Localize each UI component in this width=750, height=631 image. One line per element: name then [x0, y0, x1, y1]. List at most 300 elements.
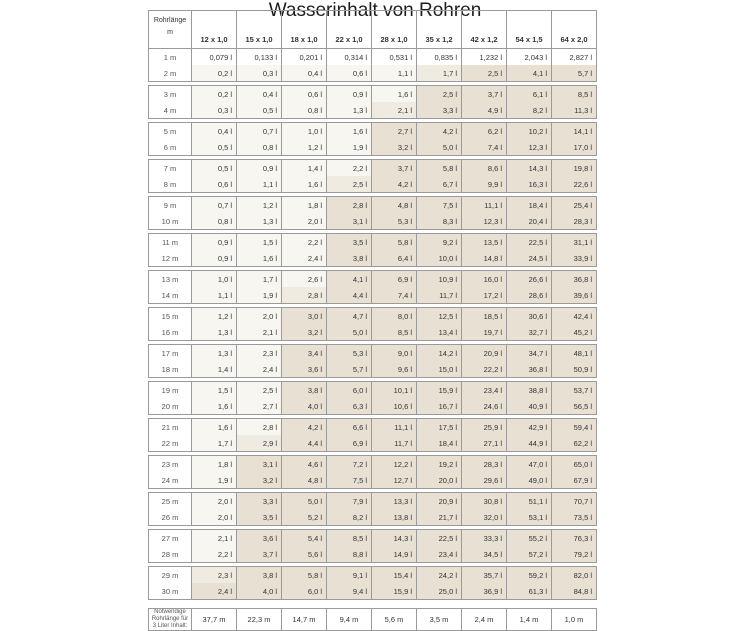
value-cell — [327, 123, 372, 140]
value-text: 48,1 l — [573, 348, 592, 358]
value-text: 1,2 l — [307, 142, 322, 152]
value-cell — [327, 160, 372, 177]
value-text: 25,4 l — [573, 200, 592, 210]
value-cell — [237, 382, 282, 399]
value-cell — [192, 139, 237, 156]
value-text: 1,6 l — [262, 253, 277, 263]
value-cell — [192, 324, 237, 341]
value-cell — [237, 102, 282, 119]
value-cell — [507, 583, 552, 600]
value-text: 24,5 l — [528, 253, 547, 263]
value-cell — [372, 308, 417, 325]
value-text: 1,6 l — [217, 401, 232, 411]
value-cell — [507, 382, 552, 399]
value-text: 0,9 l — [262, 163, 277, 173]
value-cell — [192, 456, 237, 473]
value-text: 7,4 l — [487, 142, 502, 152]
value-text: 1,6 l — [397, 89, 412, 99]
length-cell: 13 m — [149, 271, 192, 288]
value-text: 4,4 l — [307, 438, 322, 448]
value-text: 6,2 l — [487, 126, 502, 136]
value-text: 3,4 l — [307, 348, 322, 358]
value-cell — [372, 271, 417, 288]
value-text: 3,2 l — [307, 327, 322, 337]
value-text: 8,5 l — [352, 533, 367, 543]
table-row — [149, 345, 597, 362]
value-text: 3,7 l — [397, 163, 412, 173]
value-cell — [462, 234, 507, 251]
value-cell — [282, 567, 327, 584]
value-cell — [507, 49, 552, 66]
value-text: 51,1 l — [528, 496, 547, 506]
footer-value-cell — [417, 609, 462, 631]
value-cell — [237, 361, 282, 378]
value-text: 0,5 l — [217, 163, 232, 173]
value-text: 25,9 l — [483, 422, 502, 432]
value-cell — [417, 324, 462, 341]
value-text: 33,9 l — [573, 253, 592, 263]
value-cell — [552, 509, 597, 526]
value-text: 13,3 l — [393, 496, 412, 506]
value-text: 12,3 l — [483, 216, 502, 226]
value-text: 3,1 l — [352, 216, 367, 226]
value-text: 0,4 l — [217, 126, 232, 136]
value-text: 45,2 l — [573, 327, 592, 337]
value-cell — [417, 419, 462, 436]
value-cell — [462, 213, 507, 230]
length-cell: 2 m — [149, 65, 192, 82]
value-cell — [462, 509, 507, 526]
value-text: 2,5 l — [262, 385, 277, 395]
value-text: 30,6 l — [528, 311, 547, 321]
length-cell: 1 m — [149, 49, 192, 66]
value-text: 10,0 l — [438, 253, 457, 263]
value-cell — [462, 345, 507, 362]
footer-value-text: 1,0 m — [564, 615, 584, 624]
value-text: 33,3 l — [483, 533, 502, 543]
value-cell — [327, 65, 372, 82]
value-text: 4,2 l — [397, 179, 412, 189]
value-text: 36,8 l — [573, 274, 592, 284]
table-row — [149, 123, 597, 140]
length-cell: 27 m — [149, 530, 192, 547]
value-cell — [192, 345, 237, 362]
value-cell — [327, 102, 372, 119]
value-cell — [462, 86, 507, 103]
value-cell — [372, 530, 417, 547]
value-cell — [507, 435, 552, 452]
value-text: 24,2 l — [438, 570, 457, 580]
column-header: 54 x 1,5 — [507, 11, 552, 49]
value-cell — [237, 435, 282, 452]
value-text: 13,5 l — [483, 237, 502, 247]
value-cell — [282, 382, 327, 399]
value-text: 22,5 l — [528, 237, 547, 247]
value-text: 35,7 l — [483, 570, 502, 580]
value-cell — [417, 65, 462, 82]
value-text: 13,8 l — [393, 512, 412, 522]
value-cell — [552, 472, 597, 489]
value-text: 7,9 l — [352, 496, 367, 506]
page-title: Wasserinhalt von Rohren — [268, 0, 482, 21]
value-cell — [282, 345, 327, 362]
value-text: 65,0 l — [573, 459, 592, 469]
value-cell — [372, 250, 417, 267]
value-text: 2,043 l — [524, 52, 547, 62]
value-text: 10,2 l — [528, 126, 547, 136]
value-text: 19,7 l — [483, 327, 502, 337]
value-cell — [462, 287, 507, 304]
value-text: 0,8 l — [307, 105, 322, 115]
value-text: 17,5 l — [438, 422, 457, 432]
value-cell — [507, 271, 552, 288]
column-header: 15 x 1,0 — [237, 11, 282, 49]
gap-cell — [237, 600, 282, 609]
length-cell: 28 m — [149, 546, 192, 563]
value-cell — [237, 509, 282, 526]
value-cell — [237, 472, 282, 489]
value-cell — [282, 456, 327, 473]
value-text: 3,1 l — [262, 459, 277, 469]
value-cell — [327, 361, 372, 378]
value-cell — [327, 308, 372, 325]
value-text: 1,5 l — [217, 385, 232, 395]
value-text: 4,9 l — [487, 105, 502, 115]
value-cell — [462, 102, 507, 119]
value-text: 38,8 l — [528, 385, 547, 395]
value-text: 31,1 l — [573, 237, 592, 247]
length-cell: 25 m — [149, 493, 192, 510]
value-cell — [507, 287, 552, 304]
value-cell — [192, 308, 237, 325]
value-cell — [327, 287, 372, 304]
value-cell — [372, 65, 417, 82]
value-cell — [192, 176, 237, 193]
value-cell — [552, 250, 597, 267]
value-text: 0,9 l — [217, 253, 232, 263]
value-text: 7,4 l — [397, 290, 412, 300]
value-text: 44,9 l — [528, 438, 547, 448]
table-row — [149, 546, 597, 563]
value-cell — [192, 567, 237, 584]
footer-value-text: 2,4 m — [474, 615, 494, 624]
value-cell — [417, 530, 462, 547]
value-cell — [462, 123, 507, 140]
value-cell — [192, 271, 237, 288]
table-row — [149, 160, 597, 177]
value-cell — [327, 324, 372, 341]
value-cell — [237, 271, 282, 288]
value-cell — [507, 139, 552, 156]
value-cell — [282, 176, 327, 193]
value-text: 5,8 l — [442, 163, 457, 173]
value-text: 26,6 l — [528, 274, 547, 284]
value-cell — [417, 86, 462, 103]
length-cell: 14 m — [149, 287, 192, 304]
value-cell — [462, 361, 507, 378]
value-cell — [327, 472, 372, 489]
value-text: 6,4 l — [397, 253, 412, 263]
value-text: 20,0 l — [438, 475, 457, 485]
value-cell — [327, 176, 372, 193]
value-cell — [462, 176, 507, 193]
value-text: 18,4 l — [528, 200, 547, 210]
footer-label-line: Rohrlänge für — [151, 616, 189, 622]
value-cell — [507, 123, 552, 140]
value-text: 36,9 l — [483, 586, 502, 596]
value-cell — [282, 250, 327, 267]
value-text: 8,0 l — [397, 311, 412, 321]
value-cell — [552, 567, 597, 584]
value-text: 0,4 l — [262, 89, 277, 99]
table-row — [149, 271, 597, 288]
value-text: 1,1 l — [397, 68, 412, 78]
value-cell — [237, 234, 282, 251]
value-text: 29,6 l — [483, 475, 502, 485]
value-cell — [327, 456, 372, 473]
value-text: 3,5 l — [262, 512, 277, 522]
length-cell: 11 m — [149, 234, 192, 251]
value-text: 1,6 l — [217, 422, 232, 432]
value-cell — [552, 234, 597, 251]
water-content-table — [148, 10, 597, 631]
footer-value-cell — [327, 609, 372, 631]
value-cell — [192, 213, 237, 230]
value-cell — [282, 530, 327, 547]
value-cell — [237, 123, 282, 140]
value-cell — [417, 176, 462, 193]
value-cell — [237, 493, 282, 510]
value-text: 6,6 l — [352, 422, 367, 432]
value-cell — [192, 382, 237, 399]
value-cell — [507, 65, 552, 82]
value-cell — [552, 546, 597, 563]
value-text: 14,8 l — [483, 253, 502, 263]
column-header: 35 x 1,2 — [417, 11, 462, 49]
value-text: 40,9 l — [528, 401, 547, 411]
value-text: 62,2 l — [573, 438, 592, 448]
value-text: 5,4 l — [307, 533, 322, 543]
value-text: 1,9 l — [352, 142, 367, 152]
value-text: 79,2 l — [573, 549, 592, 559]
value-text: 34,7 l — [528, 348, 547, 358]
value-text: 1,3 l — [352, 105, 367, 115]
value-text: 39,6 l — [573, 290, 592, 300]
value-text: 1,8 l — [217, 459, 232, 469]
value-cell — [372, 139, 417, 156]
table-row — [149, 435, 597, 452]
value-text: 76,3 l — [573, 533, 592, 543]
value-cell — [327, 546, 372, 563]
value-text: 1,1 l — [262, 179, 277, 189]
value-text: 17,0 l — [573, 142, 592, 152]
footer-label-line: 3 Liter Inhalt: — [152, 623, 188, 629]
header-row — [149, 11, 597, 49]
value-cell — [237, 197, 282, 214]
value-text: 6,1 l — [532, 89, 547, 99]
gap-cell — [327, 600, 372, 609]
value-text: 0,079 l — [209, 52, 232, 62]
footer-value-cell — [372, 609, 417, 631]
table-row — [149, 456, 597, 473]
value-text: 3,0 l — [307, 311, 322, 321]
value-cell — [282, 123, 327, 140]
value-text: 16,0 l — [483, 274, 502, 284]
value-cell — [372, 435, 417, 452]
value-text: 1,2 l — [262, 200, 277, 210]
value-text: 55,2 l — [528, 533, 547, 543]
value-text: 1,6 l — [352, 126, 367, 136]
value-text: 3,3 l — [262, 496, 277, 506]
value-cell — [192, 361, 237, 378]
value-text: 2,6 l — [307, 274, 322, 284]
value-text: 4,0 l — [262, 586, 277, 596]
value-cell — [417, 123, 462, 140]
footer-row — [149, 609, 597, 631]
length-cell: 3 m — [149, 86, 192, 103]
value-text: 0,3 l — [262, 68, 277, 78]
value-cell — [462, 382, 507, 399]
value-cell — [507, 176, 552, 193]
value-text: 0,6 l — [217, 179, 232, 189]
value-text: 59,2 l — [528, 570, 547, 580]
value-cell — [192, 419, 237, 436]
value-cell — [372, 176, 417, 193]
value-cell — [552, 345, 597, 362]
length-cell: 23 m — [149, 456, 192, 473]
value-cell — [192, 472, 237, 489]
value-text: 9,4 l — [352, 586, 367, 596]
value-cell — [327, 197, 372, 214]
value-cell — [417, 472, 462, 489]
value-cell — [552, 213, 597, 230]
value-text: 0,6 l — [352, 68, 367, 78]
value-text: 7,5 l — [352, 475, 367, 485]
table-row — [149, 361, 597, 378]
value-cell — [327, 509, 372, 526]
value-cell — [552, 308, 597, 325]
value-text: 15,9 l — [438, 385, 457, 395]
value-cell — [282, 308, 327, 325]
gap-cell — [372, 600, 417, 609]
value-cell — [372, 345, 417, 362]
value-text: 15,0 l — [438, 364, 457, 374]
table-row — [149, 324, 597, 341]
value-cell — [237, 324, 282, 341]
value-cell — [282, 271, 327, 288]
value-text: 0,201 l — [299, 52, 322, 62]
value-text: 1,3 l — [217, 327, 232, 337]
value-cell — [237, 160, 282, 177]
value-text: 9,2 l — [442, 237, 457, 247]
gap-cell — [507, 600, 552, 609]
column-header: 22 x 1,0 — [327, 11, 372, 49]
value-cell — [417, 583, 462, 600]
footer-value-text: 14,7 m — [292, 615, 316, 624]
value-cell — [237, 86, 282, 103]
header-label-cell — [149, 11, 192, 49]
value-text: 2,0 l — [217, 496, 232, 506]
value-text: 1,3 l — [217, 348, 232, 358]
value-text: 4,8 l — [307, 475, 322, 485]
value-text: 2,1 l — [217, 533, 232, 543]
table-row — [149, 583, 597, 600]
value-cell — [507, 546, 552, 563]
value-cell — [462, 49, 507, 66]
value-text: 12,3 l — [528, 142, 547, 152]
value-text: 0,314 l — [344, 52, 367, 62]
value-text: 5,0 l — [442, 142, 457, 152]
value-text: 0,7 l — [262, 126, 277, 136]
value-cell — [237, 546, 282, 563]
value-cell — [282, 49, 327, 66]
value-text: 1,7 l — [442, 68, 457, 78]
value-cell — [327, 419, 372, 436]
value-text: 67,9 l — [573, 475, 592, 485]
footer-value-cell — [507, 609, 552, 631]
value-text: 11,1 l — [394, 422, 412, 432]
value-text: 10,9 l — [438, 274, 457, 284]
footer-value-text: 5,6 m — [384, 615, 404, 624]
gap-cell — [282, 600, 327, 609]
value-cell — [507, 567, 552, 584]
value-cell — [552, 493, 597, 510]
value-cell — [237, 287, 282, 304]
value-text: 2,1 l — [262, 327, 277, 337]
value-text: 1,9 l — [262, 290, 277, 300]
value-text: 3,8 l — [307, 385, 322, 395]
value-text: 1,3 l — [262, 216, 277, 226]
value-text: 1,8 l — [307, 200, 322, 210]
value-text: 0,133 l — [254, 52, 277, 62]
value-cell — [372, 234, 417, 251]
value-text: 5,3 l — [352, 348, 367, 358]
value-cell — [282, 324, 327, 341]
value-cell — [372, 123, 417, 140]
value-cell — [417, 250, 462, 267]
value-cell — [417, 160, 462, 177]
table-row — [149, 213, 597, 230]
value-text: 0,6 l — [307, 89, 322, 99]
gap-cell — [552, 600, 597, 609]
length-cell: 5 m — [149, 123, 192, 140]
value-text: 2,5 l — [352, 179, 367, 189]
value-text: 2,0 l — [262, 311, 277, 321]
value-cell — [372, 160, 417, 177]
value-cell — [372, 509, 417, 526]
value-cell — [462, 160, 507, 177]
value-cell — [552, 197, 597, 214]
value-text: 6,7 l — [442, 179, 457, 189]
value-cell — [552, 361, 597, 378]
value-text: 30,8 l — [483, 496, 502, 506]
value-text: 2,9 l — [262, 438, 277, 448]
value-text: 0,5 l — [217, 142, 232, 152]
value-cell — [192, 65, 237, 82]
value-text: 0,3 l — [217, 105, 232, 115]
length-cell: 19 m — [149, 382, 192, 399]
value-cell — [552, 49, 597, 66]
value-cell — [417, 456, 462, 473]
value-text: 5,8 l — [397, 237, 412, 247]
value-cell — [327, 382, 372, 399]
header-label-line: Rohrlänge — [153, 17, 187, 24]
value-cell — [417, 102, 462, 119]
value-cell — [417, 398, 462, 415]
table-row — [149, 139, 597, 156]
value-text: 6,0 l — [307, 586, 322, 596]
value-cell — [372, 398, 417, 415]
